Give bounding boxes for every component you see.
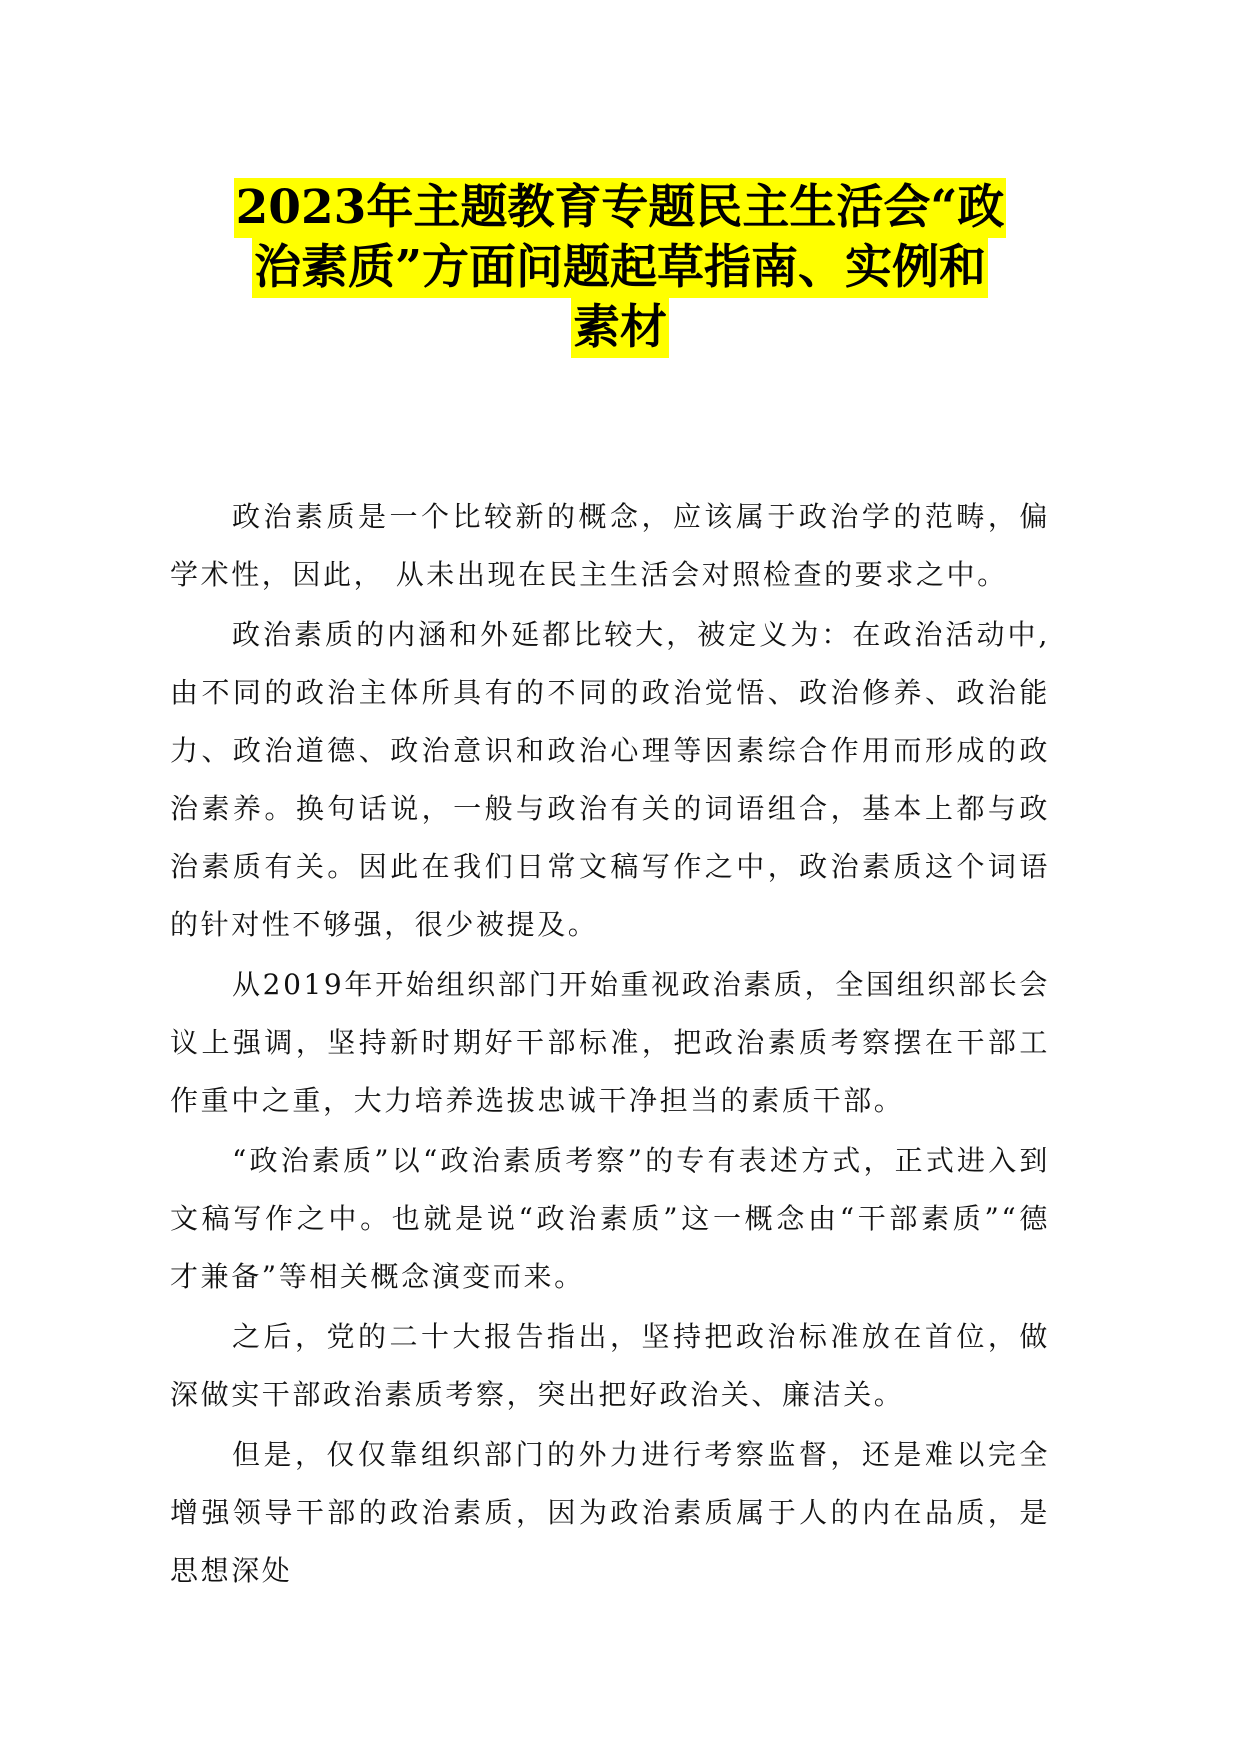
document-title: [185, 178, 1055, 358]
paragraph: “政治素质”以“政治素质考察”的专有表述方式，正式进入到文稿写作之中。也就是说“政治素质”这一概念由“干部素质”“德才兼备”等相关概念演变而来。: [170, 1144, 1050, 1293]
paragraph: 从2019年开始组织部门开始重视政治素质，全国组织部长会议上强调，坚持新时期好干部标准，把政治素质考察摆在干部工作重中之重，大力培养选拔忠诚干净担当的素质干部。: [170, 968, 1050, 1117]
paragraph: 但是，仅仅靠组织部门的外力进行考察监督，还是难以完全增强领导干部的政治素质，因为政治素质属于人的内在品质，是思想深处: [170, 1438, 1050, 1587]
title-line-3: 素材: [571, 298, 669, 358]
paragraph: 之后，党的二十大报告指出，坚持把政治标准放在首位，做深做实干部政治素质考察，突出把好政治关、廉洁关。: [170, 1320, 1050, 1411]
paragraph: 政治素质是一个比较新的概念，应该属于政治学的范畴，偏学术性，因此， 从未出现在民主生活会对照检查的要求之中。: [170, 500, 1050, 591]
title-line-1: 2023年主题教育专题民主生活会“政: [234, 178, 1007, 238]
title-line-2: 治素质”方面问题起草指南、实例和: [252, 238, 988, 298]
document-body: [170, 488, 1050, 1602]
paragraph: 政治素质的内涵和外延都比较大，被定义为：在政治活动中,由不同的政治主体所具有的不同的政治觉悟、政治修养、政治能力、政治道德、政治意识和政治心理等因素综合作用而形成的政治素养。换句话说，一般与政治有关的词语组合，基本上都与政治素质有关。因此在我们日常文稿写作之中，政治素质这个词语的针对性不够强，很少被提及。: [170, 618, 1050, 941]
